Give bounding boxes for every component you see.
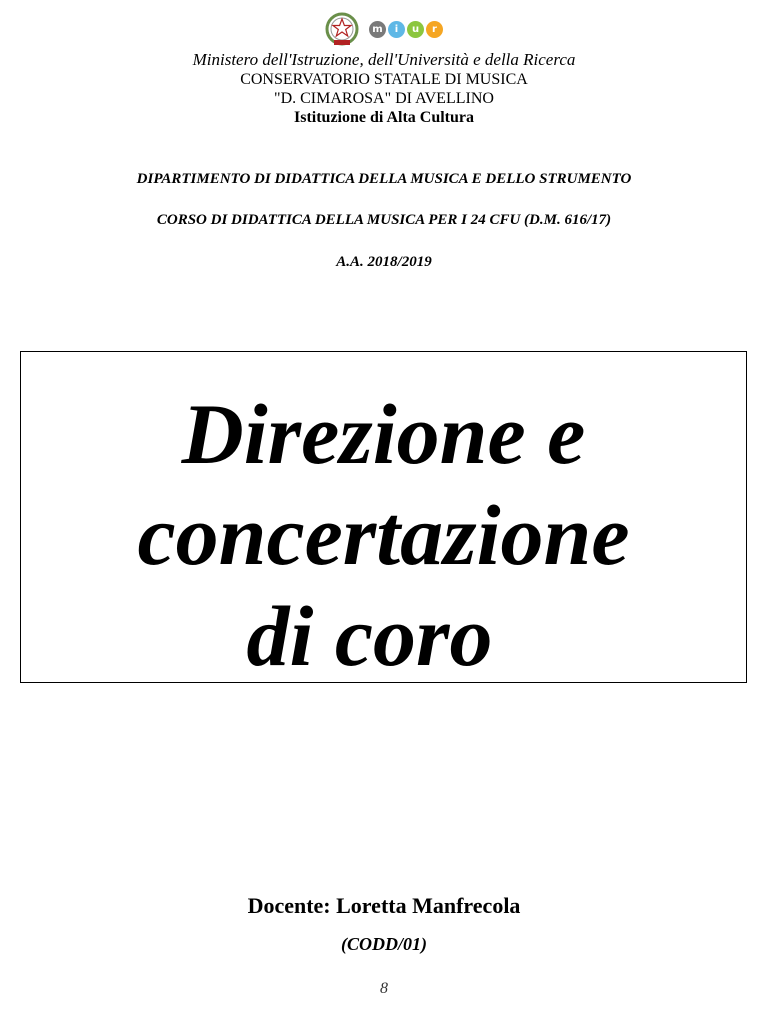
header-logos bbox=[0, 10, 768, 48]
institution-type: Istituzione di Alta Cultura bbox=[293, 109, 474, 126]
title-line-3: di coro bbox=[246, 588, 493, 684]
miur-logo bbox=[369, 21, 443, 38]
academic-year: A.A. 2018/2019 bbox=[336, 254, 432, 270]
italian-republic-emblem-icon bbox=[325, 10, 359, 48]
teacher-name: Docente: Loretta Manfrecola bbox=[247, 893, 521, 918]
conservatory-name: CONSERVATORIO STATALE DI MUSICA bbox=[240, 71, 528, 88]
title-line-1: Direzione e bbox=[181, 386, 586, 482]
course-title: CORSO DI DIDATTICA DELLA MUSICA PER I 24 CFU (D.M. 616/17) bbox=[156, 212, 612, 228]
miur-letter-u: u bbox=[407, 21, 424, 38]
miur-letter-r: r bbox=[426, 21, 443, 38]
ministry-name: Ministero dell'Istruzione, dell'Università e della Ricerca bbox=[192, 50, 576, 69]
miur-letter-i: i bbox=[388, 21, 405, 38]
institution-header bbox=[0, 50, 768, 127]
department-title: DIPARTIMENTO DI DIDATTICA DELLA MUSICA E DELLO STRUMENTO bbox=[136, 171, 632, 187]
conservatory-city: "D. CIMAROSA" DI AVELLINO bbox=[274, 90, 494, 107]
page-number: 8 bbox=[380, 980, 388, 997]
miur-letter-m: m bbox=[369, 21, 386, 38]
title-box bbox=[20, 351, 747, 683]
course-code: (CODD/01) bbox=[341, 934, 427, 954]
title-line-2: concertazione bbox=[137, 487, 630, 583]
